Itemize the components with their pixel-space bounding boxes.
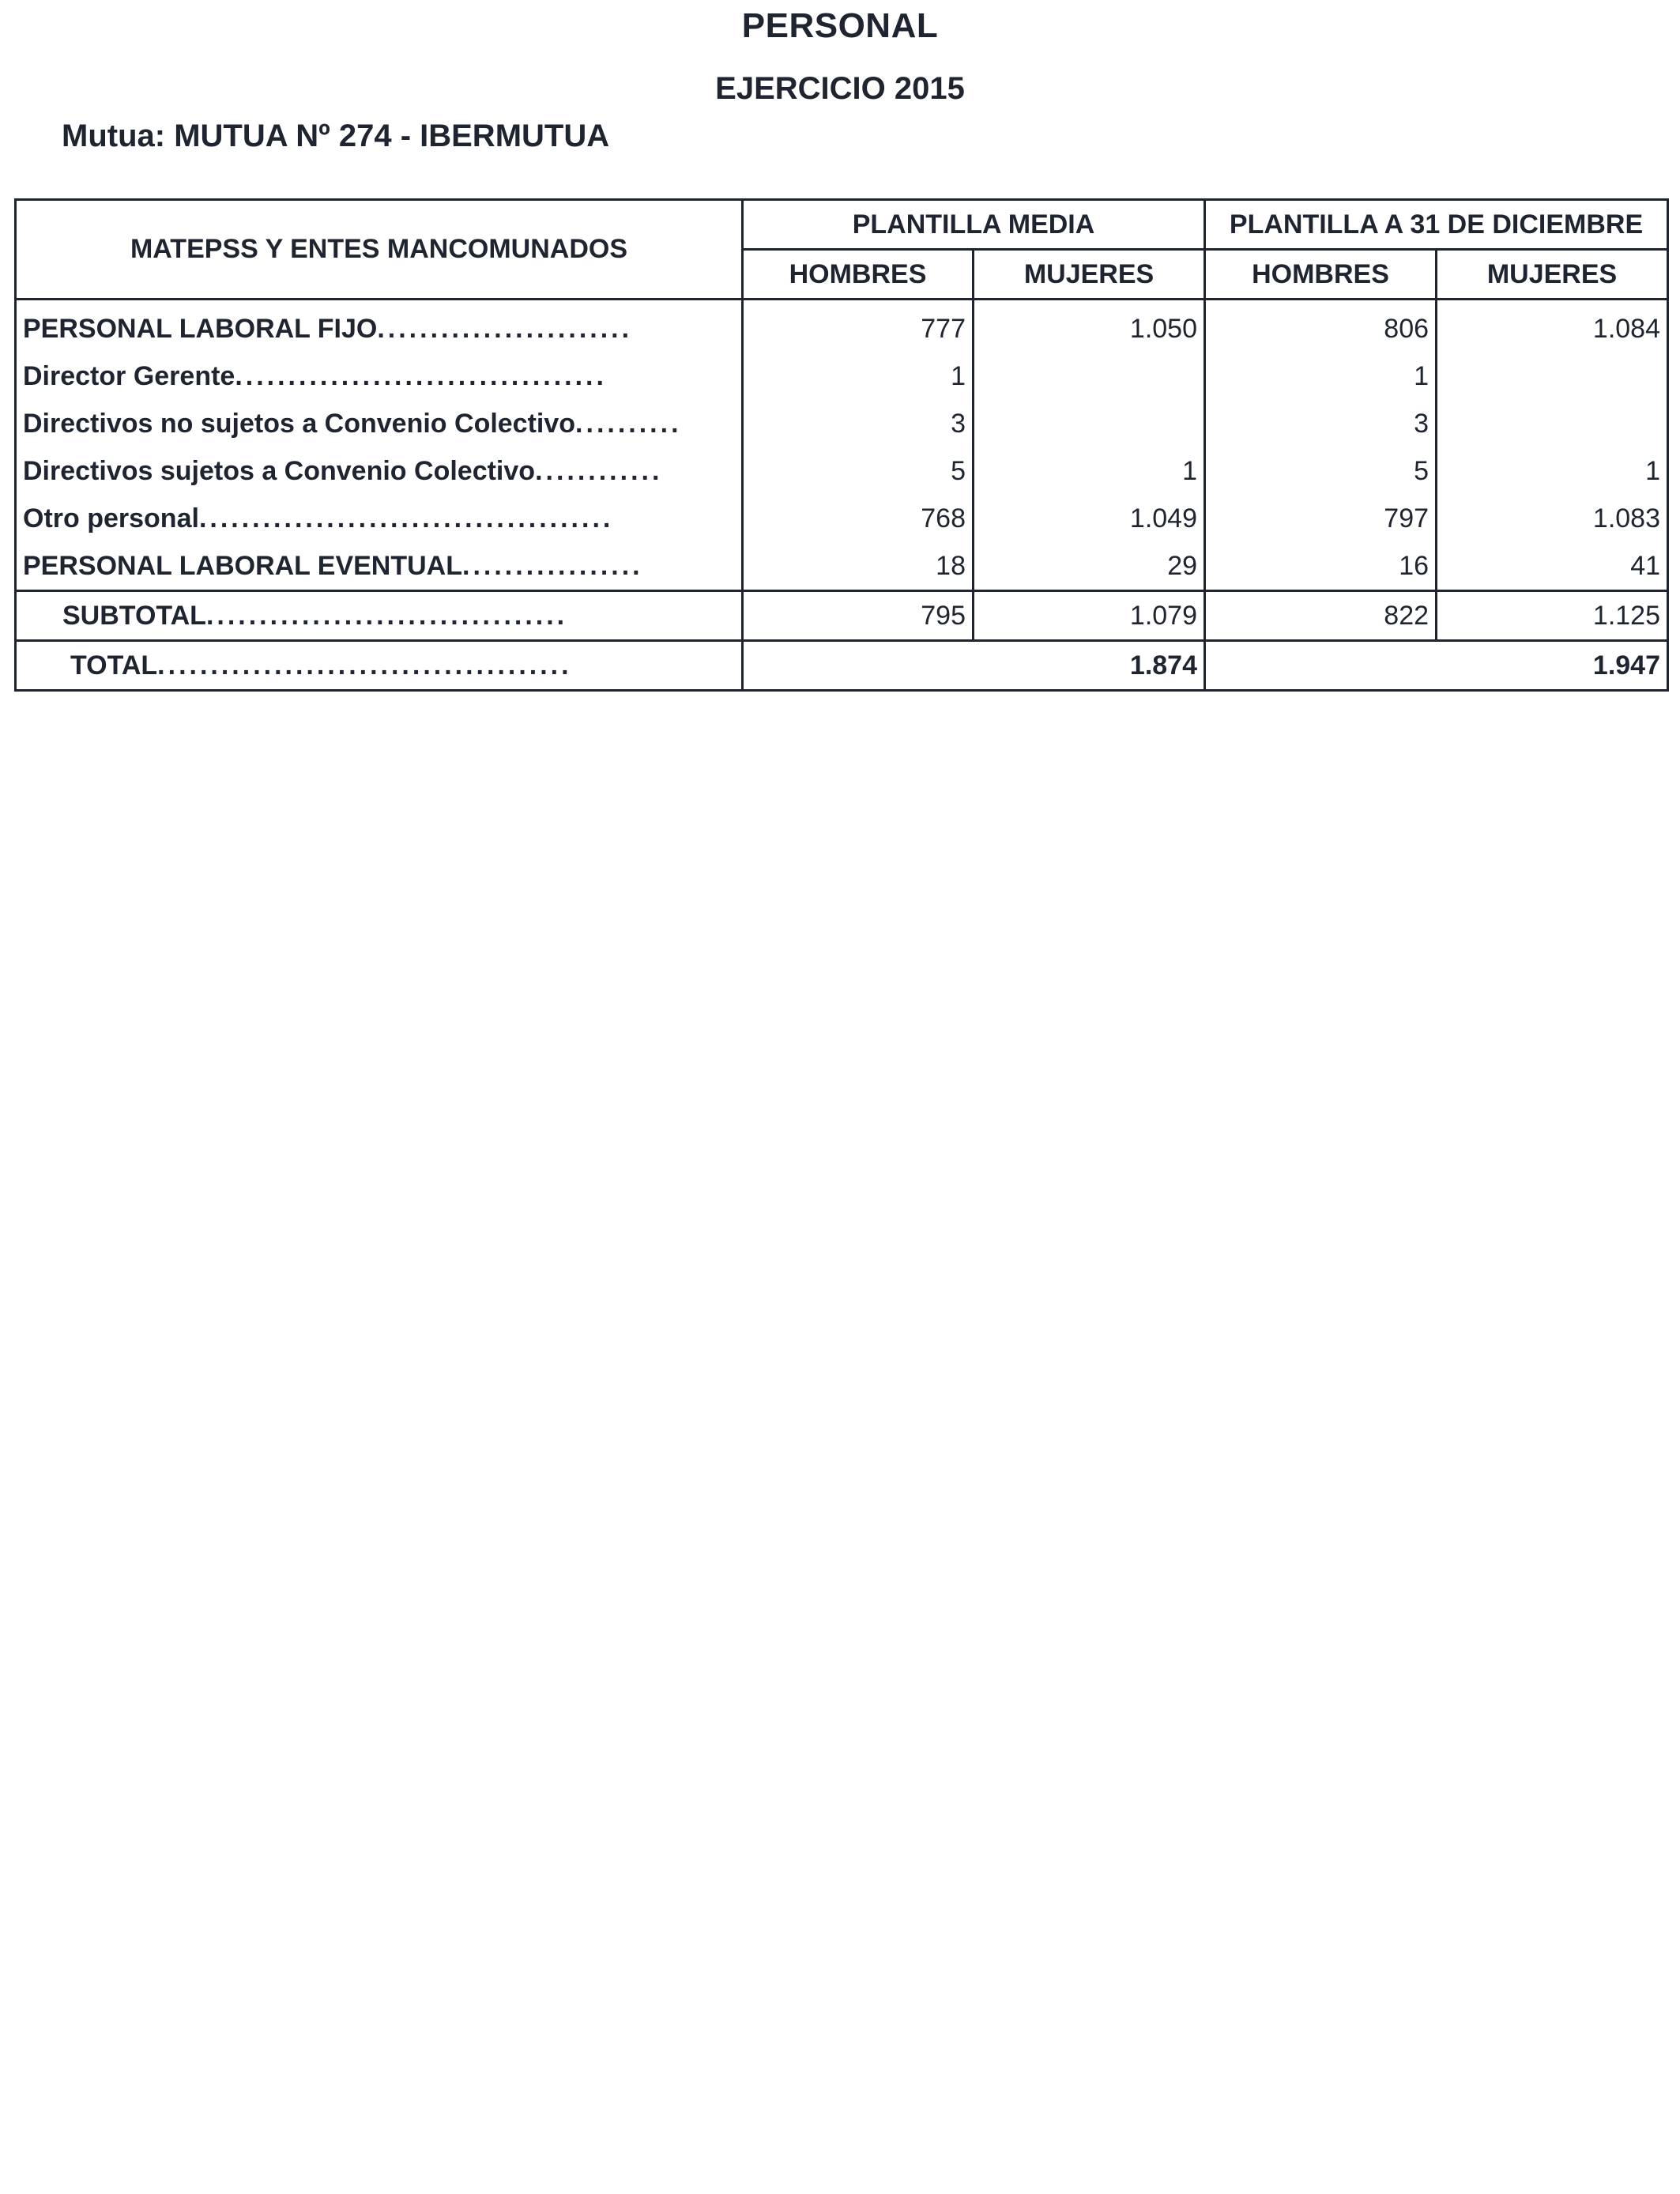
subtotal-media-hombres: 795 (743, 591, 974, 641)
leader-dots: .................................. (205, 600, 568, 631)
page-title: PERSONAL (741, 6, 939, 45)
row-label: Directivos sujetos a Convenio Colectivo............ (16, 447, 743, 495)
group-header-plantilla-media: PLANTILLA MEDIA (743, 200, 1205, 250)
table-row (16, 447, 1668, 495)
cell-diciembre-mujeres: 1.083 (1437, 495, 1668, 542)
row-label: PERSONAL LABORAL EVENTUAL................. (16, 542, 743, 591)
cell-media-hombres: 3 (743, 400, 974, 447)
cell-diciembre-mujeres (1437, 400, 1668, 447)
cell-diciembre-mujeres: 1 (1437, 447, 1668, 495)
leader-dots: ................................... (235, 360, 607, 391)
subtotal-diciembre-hombres: 822 (1205, 591, 1437, 641)
table-row (16, 495, 1668, 542)
subtotal-label: SUBTOTAL.................................. (16, 591, 743, 641)
total-diciembre: 1.947 (1205, 641, 1668, 691)
entity-label: Mutua: MUTUA Nº 274 - IBERMUTUA (62, 119, 610, 153)
cell-media-hombres: 1 (743, 352, 974, 400)
cell-diciembre-hombres: 797 (1205, 495, 1437, 542)
cell-media-mujeres: 29 (974, 542, 1205, 591)
table-row (16, 400, 1668, 447)
group-header-plantilla-diciembre: PLANTILLA A 31 DE DICIEMBRE (1205, 200, 1668, 250)
header-media-mujeres: MUJERES (974, 250, 1205, 300)
label-column-header: MATEPSS Y ENTES MANCOMUNADOS (16, 200, 743, 300)
staff-table (14, 198, 1669, 692)
leader-dots: ....................................... (157, 650, 572, 680)
leader-dots: ....................................... (198, 503, 614, 533)
row-label: Otro personal....................................... (16, 495, 743, 542)
row-label: Directivos no sujetos a Convenio Colectivo.......... (16, 400, 743, 447)
table-row (16, 300, 1668, 353)
cell-diciembre-hombres: 5 (1205, 447, 1437, 495)
cell-media-hombres: 18 (743, 542, 974, 591)
cell-media-mujeres: 1.050 (974, 300, 1205, 353)
cell-diciembre-hombres: 16 (1205, 542, 1437, 591)
cell-diciembre-hombres: 806 (1205, 300, 1437, 353)
leader-dots: ........................ (377, 313, 633, 344)
header-diciembre-mujeres: MUJERES (1437, 250, 1668, 300)
cell-media-mujeres: 1.049 (974, 495, 1205, 542)
leader-dots: ................. (462, 550, 643, 581)
leader-dots: ............ (535, 455, 663, 486)
header-media-hombres: HOMBRES (743, 250, 974, 300)
cell-media-mujeres (974, 352, 1205, 400)
cell-diciembre-hombres: 3 (1205, 400, 1437, 447)
page-subtitle: EJERCICIO 2015 (715, 71, 965, 106)
total-label: TOTAL....................................... (16, 641, 743, 691)
row-label: Director Gerente................................... (16, 352, 743, 400)
cell-media-hombres: 5 (743, 447, 974, 495)
subtotal-diciembre-mujeres: 1.125 (1437, 591, 1668, 641)
cell-diciembre-mujeres: 1.084 (1437, 300, 1668, 353)
total-media: 1.874 (743, 641, 1205, 691)
table-row (16, 352, 1668, 400)
total-row (16, 641, 1668, 691)
subtotal-media-mujeres: 1.079 (974, 591, 1205, 641)
subtotal-row (16, 591, 1668, 641)
cell-diciembre-hombres: 1 (1205, 352, 1437, 400)
leader-dots: .......... (575, 408, 682, 439)
cell-diciembre-mujeres (1437, 352, 1668, 400)
cell-media-hombres: 777 (743, 300, 974, 353)
cell-media-hombres: 768 (743, 495, 974, 542)
cell-media-mujeres: 1 (974, 447, 1205, 495)
row-label: PERSONAL LABORAL FIJO........................ (16, 300, 743, 353)
cell-media-mujeres (974, 400, 1205, 447)
table-row (16, 542, 1668, 591)
cell-diciembre-mujeres: 41 (1437, 542, 1668, 591)
header-diciembre-hombres: HOMBRES (1205, 250, 1437, 300)
